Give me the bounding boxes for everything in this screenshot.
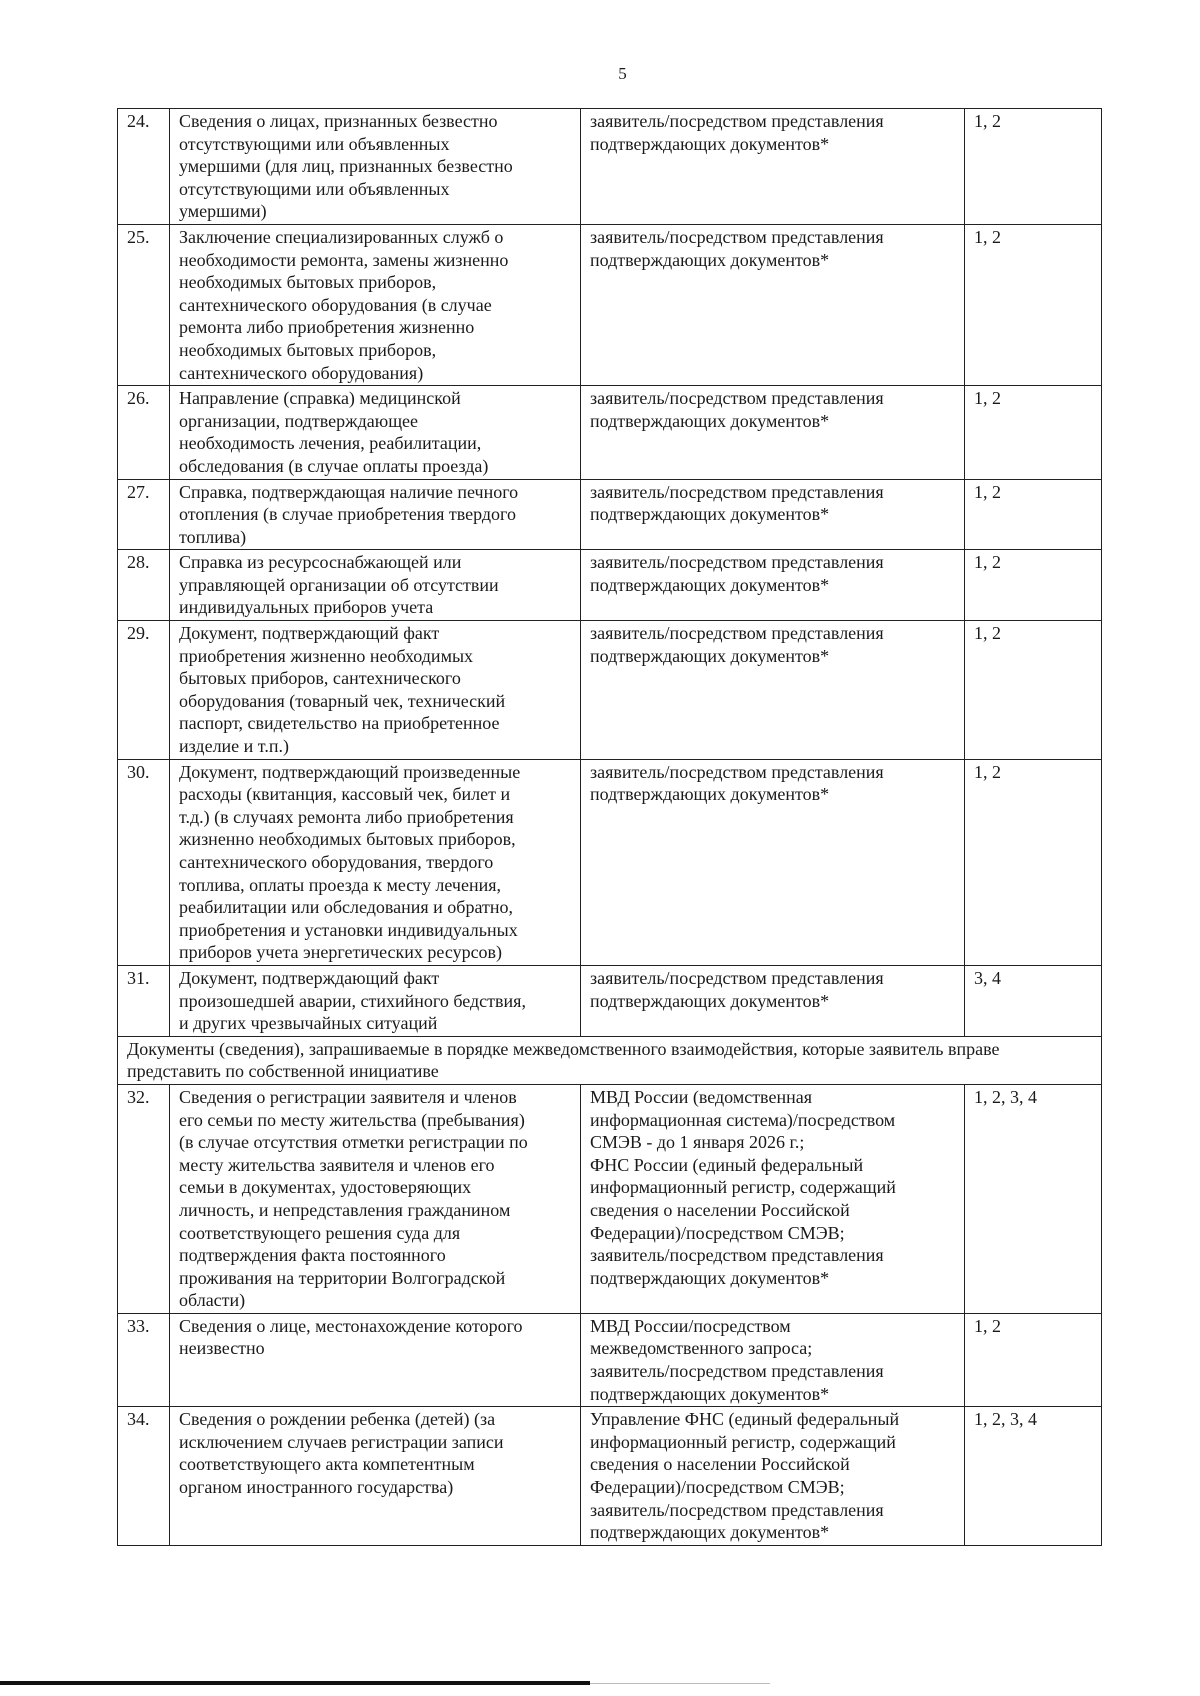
- row-number: 29.: [118, 621, 170, 760]
- document-name: Документ, подтверждающий факт приобретения жизненно необходимых бытовых приборов, сантехнического оборудования (товарный чек, технический паспорт, свидетельство на приобретенное изделие и т.п.): [170, 621, 581, 760]
- row-number: 28.: [118, 550, 170, 621]
- document-name: Сведения о рождении ребенка (детей) (за исключением случаев регистрации записи соответствующего акта компетентным органом иностранного государства): [170, 1407, 581, 1546]
- row-number: 32.: [118, 1084, 170, 1313]
- row-number: 34.: [118, 1407, 170, 1546]
- table-body-top: [118, 109, 1102, 1037]
- applicant-categories: 1, 2: [965, 759, 1102, 965]
- applicant-categories: 1, 2: [965, 550, 1102, 621]
- scan-edge-line-faint: [590, 1683, 770, 1684]
- document-source: заявитель/посредством представления подтверждающих документов*: [581, 109, 965, 225]
- document-source: заявитель/посредством представления подтверждающих документов*: [581, 759, 965, 965]
- document-name: Сведения о регистрации заявителя и членов его семьи по месту жительства (пребывания) (в случае отсутствия отметки регистрации по месту жительства заявителя и членов его семьи в документах, удостоверяющих личность, и непредставления гражданином соответствующего решения суда для подтверждения факта постоянного проживания на территории Волгоградской области): [170, 1084, 581, 1313]
- row-number: 31.: [118, 965, 170, 1036]
- document-source: заявитель/посредством представления подтверждающих документов*: [581, 479, 965, 550]
- table-row: [118, 1407, 1102, 1546]
- row-number: 24.: [118, 109, 170, 225]
- section-header-group: [118, 1036, 1102, 1084]
- document-source: заявитель/посредством представления подтверждающих документов*: [581, 965, 965, 1036]
- section-header-row: [118, 1036, 1102, 1084]
- scan-edge-line: [0, 1681, 590, 1685]
- applicant-categories: 1, 2: [965, 386, 1102, 479]
- applicant-categories: 1, 2: [965, 621, 1102, 760]
- table-row: [118, 621, 1102, 760]
- document-source: заявитель/посредством представления подтверждающих документов*: [581, 386, 965, 479]
- applicant-categories: 1, 2: [965, 479, 1102, 550]
- document-name: Заключение специализированных служб о необходимости ремонта, замены жизненно необходимых бытовых приборов, сантехнического оборудования (в случае ремонта либо приобретения жизненно необходимых бытовых приборов, сантехнического оборудования): [170, 224, 581, 385]
- document-name: Справка из ресурсоснабжающей или управляющей организации об отсутствии индивидуальных приборов учета: [170, 550, 581, 621]
- document-name: Сведения о лице, местонахождение которого неизвестно: [170, 1313, 581, 1406]
- document-source: заявитель/посредством представления подтверждающих документов*: [581, 224, 965, 385]
- row-number: 27.: [118, 479, 170, 550]
- applicant-categories: 1, 2, 3, 4: [965, 1407, 1102, 1546]
- row-number: 26.: [118, 386, 170, 479]
- documents-table: [117, 108, 1102, 1546]
- table-body-bottom: [118, 1084, 1102, 1545]
- table-row: [118, 759, 1102, 965]
- table-row: [118, 479, 1102, 550]
- table-row: [118, 386, 1102, 479]
- document-source: заявитель/посредством представления подтверждающих документов*: [581, 621, 965, 760]
- document-source: МВД России (ведомственная информационная система)/посредством СМЭВ - до 1 января 2026 г.; ФНС России (единый федеральный информационный регистр, содержащий сведения о населении Российской Федерации)/посредством СМЭВ; заявитель/посредством представления подтверждающих документов*: [581, 1084, 965, 1313]
- row-number: 33.: [118, 1313, 170, 1406]
- page-number: 5: [618, 64, 627, 83]
- section-header: Документы (сведения), запрашиваемые в порядке межведомственного взаимодействия, которые заявитель вправе представить по собственной инициативе: [118, 1036, 1102, 1084]
- document-source: Управление ФНС (единый федеральный информационный регистр, содержащий сведения о населении Российской Федерации)/посредством СМЭВ; заявитель/посредством представления подтверждающих документов*: [581, 1407, 965, 1546]
- row-number: 30.: [118, 759, 170, 965]
- table-row: [118, 224, 1102, 385]
- table-row: [118, 550, 1102, 621]
- document-name: Направление (справка) медицинской организации, подтверждающее необходимость лечения, реабилитации, обследования (в случае оплаты проезда): [170, 386, 581, 479]
- table-row: [118, 109, 1102, 225]
- document-name: Документ, подтверждающий факт произошедшей аварии, стихийного бедствия, и других чрезвычайных ситуаций: [170, 965, 581, 1036]
- row-number: 25.: [118, 224, 170, 385]
- table-row: [118, 965, 1102, 1036]
- table-row: [118, 1084, 1102, 1313]
- applicant-categories: 3, 4: [965, 965, 1102, 1036]
- document-name: Сведения о лицах, признанных безвестно отсутствующими или объявленных умершими (для лиц, признанных безвестно отсутствующими или объявленных умершими): [170, 109, 581, 225]
- document-name: Справка, подтверждающая наличие печного отопления (в случае приобретения твердого топлива): [170, 479, 581, 550]
- applicant-categories: 1, 2: [965, 1313, 1102, 1406]
- applicant-categories: 1, 2: [965, 224, 1102, 385]
- table-row: [118, 1313, 1102, 1406]
- applicant-categories: 1, 2: [965, 109, 1102, 225]
- applicant-categories: 1, 2, 3, 4: [965, 1084, 1102, 1313]
- document-name: Документ, подтверждающий произведенные расходы (квитанция, кассовый чек, билет и т.д.) (в случаях ремонта либо приобретения жизненно необходимых бытовых приборов, сантехнического оборудования, твердого топлива, оплаты проезда к месту лечения, реабилитации или обследования и обратно, приобретения и установки индивидуальных приборов учета энергетических ресурсов): [170, 759, 581, 965]
- document-source: заявитель/посредством представления подтверждающих документов*: [581, 550, 965, 621]
- document-source: МВД России/посредством межведомственного запроса; заявитель/посредством представления подтверждающих документов*: [581, 1313, 965, 1406]
